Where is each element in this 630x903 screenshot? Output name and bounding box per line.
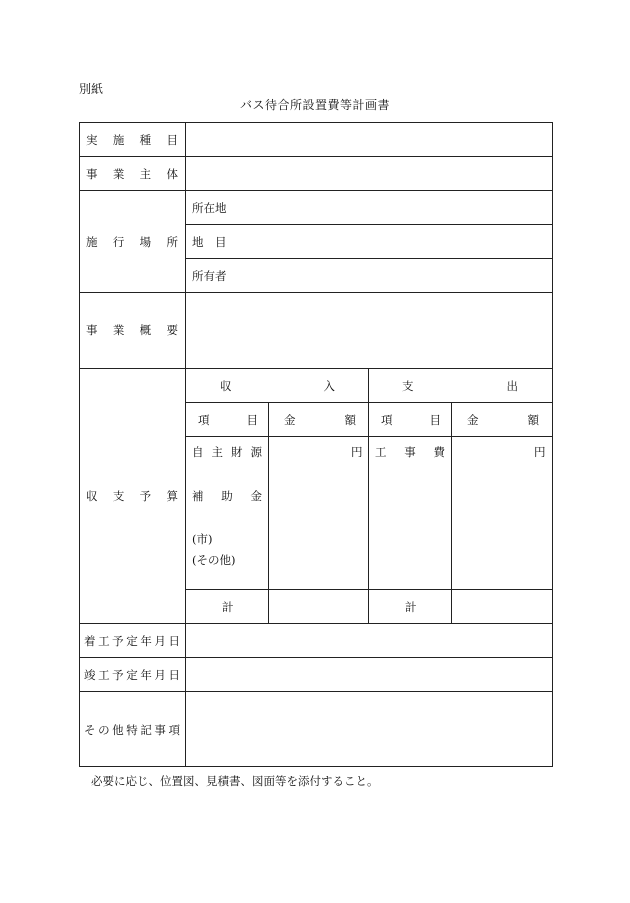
income-item-own-funds: 自 主 財 源 bbox=[192, 445, 262, 459]
expense-total-label: 計 bbox=[405, 600, 417, 614]
label-address: 所在地 bbox=[192, 201, 227, 215]
income-item-other: (その他) bbox=[192, 553, 236, 567]
expense-header: 支 出 bbox=[402, 379, 518, 393]
label-business-summary: 事 業 概 要 bbox=[86, 323, 178, 337]
label-owner: 所有者 bbox=[192, 269, 227, 283]
income-item-subsidy: 補 助 金 bbox=[192, 489, 262, 503]
expense-yen-unit: 円 bbox=[534, 445, 546, 459]
expense-item-construction: 工 事 費 bbox=[375, 445, 445, 459]
document-title: バス待合所設置費等計画書 bbox=[239, 98, 390, 112]
label-completion-date: 竣 工 予 定 年 月 日 bbox=[84, 668, 180, 682]
income-amount-header: 金 額 bbox=[284, 413, 356, 427]
label-other-notes: そ の 他 特 記 事 項 bbox=[84, 723, 180, 737]
income-item-city: (市) bbox=[192, 532, 213, 546]
income-yen-unit: 円 bbox=[351, 445, 363, 459]
expense-item-header: 項 目 bbox=[381, 413, 441, 427]
income-item-header: 項 目 bbox=[198, 413, 258, 427]
footnote: 必要に応じ、位置図、見積書、図面等を添付すること。 bbox=[91, 774, 379, 788]
attachment-label: 別紙 bbox=[79, 82, 104, 96]
expense-amount-header: 金 額 bbox=[467, 413, 539, 427]
label-budget: 収 支 予 算 bbox=[86, 489, 178, 503]
label-start-date: 着 工 予 定 年 月 日 bbox=[84, 634, 180, 648]
income-total-label: 計 bbox=[222, 600, 234, 614]
income-header: 収 入 bbox=[220, 379, 335, 393]
label-implementation-type: 実 施 種 目 bbox=[86, 133, 178, 147]
label-business-entity: 事 業 主 体 bbox=[86, 167, 178, 181]
label-location: 施 行 場 所 bbox=[86, 235, 178, 249]
label-land-category: 地 目 bbox=[192, 235, 227, 249]
